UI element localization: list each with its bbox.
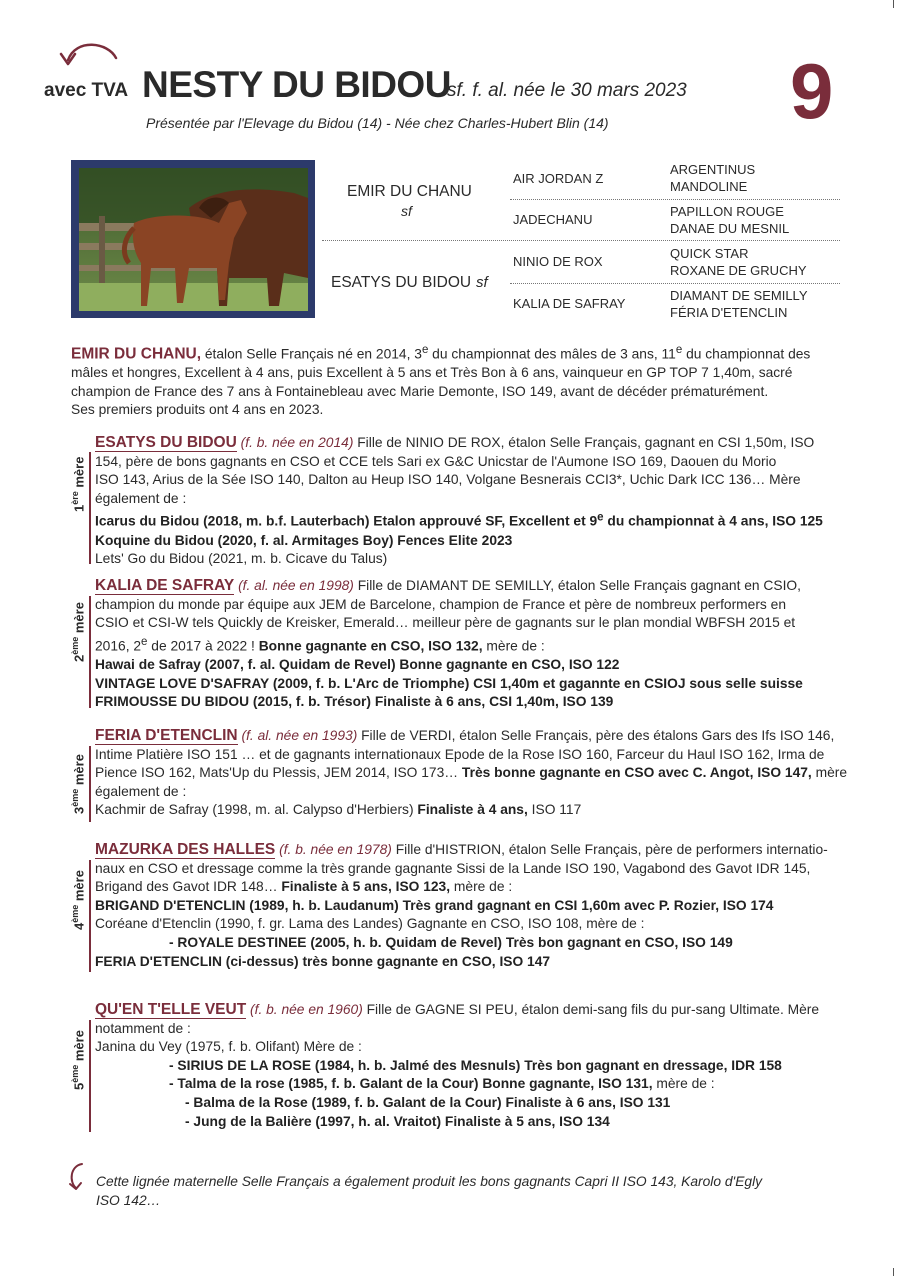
sup: e	[141, 635, 148, 648]
rank-sup: ème	[70, 1064, 80, 1083]
progeny: Hawai de Safray (2007, f. al. Quidam de Revel) Bonne gagnante en CSO, ISO 122	[95, 656, 620, 672]
footer-line: ISO 142…	[96, 1192, 161, 1208]
highlight: Très bonne gagnante en CSO avec C. Angot, ISO 147,	[461, 765, 812, 781]
text-line: Janina du Vey (1975, f. b. Olifant) Mère de :	[95, 1039, 362, 1055]
text-line: CSIO et CSI-W tels Quickly de Kreisker, Emerald… meilleur père de gagnants sur le plan mondial WBFSH 2015 et	[95, 615, 796, 631]
highlight: Finaliste à 5 ans, ISO 123,	[281, 879, 451, 895]
ggs-1: ARGENTINUS	[670, 162, 756, 177]
section-bar	[89, 596, 91, 708]
ggs-3: PAPILLON ROUGE	[670, 204, 784, 219]
text-line: ISO 143, Arius de la Sée ISO 140, Dalton au Heup ISO 140, Volgane Besnerais CCI3*, Uchic Dark ICC 136… Mère	[95, 472, 801, 488]
progeny: Koquine du Bidou (2020, f. al. Armitages Boy) Fences Elite 2023	[95, 532, 513, 548]
grandsire-3: NINIO DE ROX	[513, 254, 603, 269]
highlight: Bonne gagnante en CSO, ISO 132,	[258, 638, 483, 654]
section-bar	[89, 1020, 91, 1132]
text: étalon Selle Français né en 2014, 3	[201, 346, 422, 362]
horse-info: sf. f. al. née le 30 mars 2023	[447, 80, 687, 101]
text: mère	[811, 765, 848, 781]
progeny: BRIGAND D'ETENCLIN (1989, h. b. Laudanum) Très grand gagnant en CSI 1,60m avec P. Rozier, ISO 174	[95, 897, 774, 913]
rank: 4	[71, 922, 87, 930]
ggs-2: MANDOLINE	[670, 179, 748, 194]
text: du championnat des	[682, 346, 811, 362]
text-line: également de :	[95, 783, 187, 799]
text-line: champion de France des 7 ans à Fontainebleau avec Marie Demonte, ISO 149, avant de décéder prématurément.	[71, 383, 769, 399]
dam-rank-label	[70, 870, 86, 930]
rank-text: mère	[71, 602, 87, 637]
dam-info: (f. b. née en 2014)	[240, 435, 354, 450]
progeny: Coréane d'Etenclin (1990, f. gr. Lama des Landes) Gagnante en CSO, ISO 108, mère de :	[95, 916, 645, 932]
rank-sup: ème	[70, 904, 80, 923]
progeny: - ROYALE DESTINEE (2005, h. b. Quidam de Revel) Très bon gagnant en CSO, ISO 149	[169, 934, 733, 950]
dam-2-name: KALIA DE SAFRAY	[95, 577, 235, 594]
rank: 3	[71, 806, 87, 814]
dam-5-name: QU'EN T'ELLE VEUT	[95, 1001, 247, 1018]
dam-1-name: ESATYS DU BIDOU	[95, 434, 237, 451]
footer-note	[96, 1173, 841, 1210]
text: Fille de DIAMANT DE SEMILLY, étalon Selle Français gagnant en CSIO,	[353, 578, 801, 593]
dam-info: (f. al. née en 1998)	[238, 578, 354, 593]
section-bar	[89, 452, 91, 564]
dotted-divider	[322, 240, 840, 241]
text: mère de :	[652, 1076, 715, 1092]
footer-line: Cette lignée maternelle Selle Français a également produit les bons gagnants Capri II ISO 143, Karolo d'Egly	[96, 1174, 763, 1189]
section-bar	[89, 860, 91, 972]
ggs-8: FÉRIA D'ETENCLIN	[670, 305, 788, 320]
text: ISO 117	[527, 802, 582, 818]
rank: 2	[71, 654, 87, 662]
dam-breed: sf	[476, 274, 488, 291]
presented-by: Présentée par l'Elevage du Bidou (14) - Née chez Charles-Hubert Blin (14)	[146, 115, 609, 131]
sire-name: EMIR DU CHANU	[347, 183, 472, 200]
highlight: Finaliste à 4 ans,	[417, 802, 528, 818]
dam-rank-label	[70, 1030, 86, 1090]
progeny: - Talma de la rose (1985, f. b. Galant de la Cour) Bonne gagnante, ISO 131,	[169, 1076, 653, 1092]
text: de 2017 à 2022 !	[147, 638, 259, 654]
text: 2016, 2	[95, 638, 142, 654]
dam-3-name: FERIA D'ETENCLIN	[95, 727, 238, 744]
grandsire-1: AIR JORDAN Z	[513, 171, 604, 186]
text: Fille d'HISTRION, étalon Selle Français, père de performers internatio-	[391, 842, 828, 857]
sup: e	[675, 344, 683, 356]
rank: 5	[71, 1082, 87, 1090]
section-bar	[89, 746, 91, 822]
grandsire-2: JADECHANU	[513, 212, 593, 227]
ggs-7: DIAMANT DE SEMILLY	[670, 288, 808, 303]
dam-info: (f. b. née en 1960)	[250, 1002, 363, 1017]
progeny: du championnat à 4 ans, ISO 125	[603, 513, 823, 529]
rank-text: mère	[71, 754, 87, 789]
text: Fille de VERDI, étalon Selle Français, père des étalons Gars des Ifs ISO 146,	[357, 728, 835, 743]
dotted-divider	[510, 283, 840, 284]
dam-info: (f. al. née en 1993)	[241, 728, 358, 743]
dam-4-name: MAZURKA DES HALLES	[95, 841, 276, 858]
progeny: - SIRIUS DE LA ROSE (1984, h. b. Jalmé des Mesnuls) Très bon gagnant en dressage, IDR 158	[169, 1057, 782, 1073]
ggs-5: QUICK STAR	[670, 246, 749, 261]
text-line: notamment de :	[95, 1020, 191, 1036]
dotted-divider	[510, 199, 840, 200]
crop-mark-bottom	[893, 1268, 894, 1276]
curved-arrow-icon	[58, 40, 120, 80]
progeny: FRIMOUSSE DU BIDOU (2015, f. b. Trésor) Finaliste à 6 ans, CSI 1,40m, ISO 139	[95, 694, 614, 710]
dam-2-section	[95, 577, 840, 712]
dam-rank-label	[70, 754, 86, 814]
text-line: mâles et hongres, Excellent à 4 ans, puis Excellent à 5 ans et Très Bon à 6 ans, vainqueur en GP TOP 7 1,40m, sacré	[71, 365, 793, 381]
sire-description	[71, 341, 839, 420]
dam-info: (f. b. née en 1978)	[279, 842, 392, 857]
progeny: - Jung de la Balière (1997, h. al. Vraitot) Finaliste à 5 ans, ISO 134	[185, 1113, 610, 1129]
text-line: également de :	[95, 490, 187, 506]
dam-rank-label	[70, 602, 86, 662]
text-line: 154, père de bons gagnants en CSO et CCE tels Sari ex G&C Unicstar de l'Aumone ISO 169, Daouen du Morio	[95, 453, 777, 469]
ggs-6: ROXANE DE GRUCHY	[670, 263, 807, 278]
text: Kachmir de Safray (1998, m. al. Calypso d'Herbiers)	[95, 802, 418, 818]
progeny: FERIA D'ETENCLIN (ci-dessus) très bonne gagnante en CSO, ISO 147	[95, 953, 551, 969]
progeny: Icarus du Bidou (2018, m. b.f. Lauterbach) Etalon approuvé SF, Excellent et 9	[95, 513, 598, 529]
text-line: Intime Platière ISO 151 … et de gagnants internationaux Epode de la Rose ISO 160, Farceur du Haul ISO 162, Irma de	[95, 746, 825, 762]
text: Pience ISO 162, Mats'Up du Plessis, JEM 2014, ISO 173…	[95, 765, 462, 781]
text: Fille de GAGNE SI PEU, étalon demi-sang fils du pur-sang Ultimate. Mère	[362, 1002, 820, 1017]
text: Fille de NINIO DE ROX, étalon Selle Français, gagnant en CSI 1,50m, ISO	[353, 435, 815, 450]
text-line: naux en CSO et dressage comme la très grande gagnante Sissi de la Lande ISO 190, Vagabond des Gavot IDR 145,	[95, 860, 811, 876]
text-line: champion du monde par équipe aux JEM de Barcelone, champion de France et père de nombreux performers en	[95, 596, 787, 612]
text-line: Ses premiers produits ont 4 ans en 2023.	[71, 402, 324, 418]
crop-mark-top	[893, 0, 894, 8]
tva-label: avec TVA	[44, 80, 129, 101]
hook-arrow-icon	[66, 1162, 92, 1192]
rank-sup: ème	[70, 788, 80, 807]
grandsire-4: KALIA DE SAFRAY	[513, 296, 626, 311]
dam-1-section	[95, 434, 840, 569]
ggs-4: DANAE DU MESNIL	[670, 221, 790, 236]
dam-name: ESATYS DU BIDOU	[331, 274, 472, 291]
text: mère de :	[450, 879, 513, 895]
progeny: - Balma de la Rose (1989, f. b. Galant de la Cour) Finaliste à 6 ans, ISO 131	[185, 1094, 671, 1110]
dam-rank-label	[70, 457, 86, 512]
rank-text: mère	[71, 456, 87, 492]
rank-text: mère	[71, 1030, 87, 1065]
dam-4-section	[95, 841, 840, 971]
dam-5-section	[95, 1001, 840, 1131]
rank: 1	[71, 504, 87, 512]
rank-sup: ème	[70, 636, 80, 655]
sire-breed: sf	[401, 203, 412, 219]
progeny: VINTAGE LOVE D'SAFRAY (2009, f. b. L'Arc de Triomphe) CSI 1,40m et gagannte en CSIOJ sous selle suisse	[95, 675, 803, 691]
lot-number: 9	[790, 47, 834, 135]
progeny: Lets' Go du Bidou (2021, m. b. Cicave du Talus)	[95, 551, 388, 567]
rank-text: mère	[71, 870, 87, 905]
horse-name-title: NESTY DU BIDOU	[142, 64, 451, 105]
sup: e	[421, 344, 429, 356]
horse-photo	[79, 168, 308, 311]
dam-3-section	[95, 727, 848, 820]
rank-sup: ère	[70, 491, 80, 505]
text: Brigand des Gavot IDR 148…	[95, 879, 282, 895]
sup: e	[597, 511, 604, 524]
text: mère de :	[482, 638, 545, 654]
sire-desc-name: EMIR DU CHANU,	[71, 345, 202, 363]
text: du championnat des mâles de 3 ans, 11	[428, 346, 676, 362]
